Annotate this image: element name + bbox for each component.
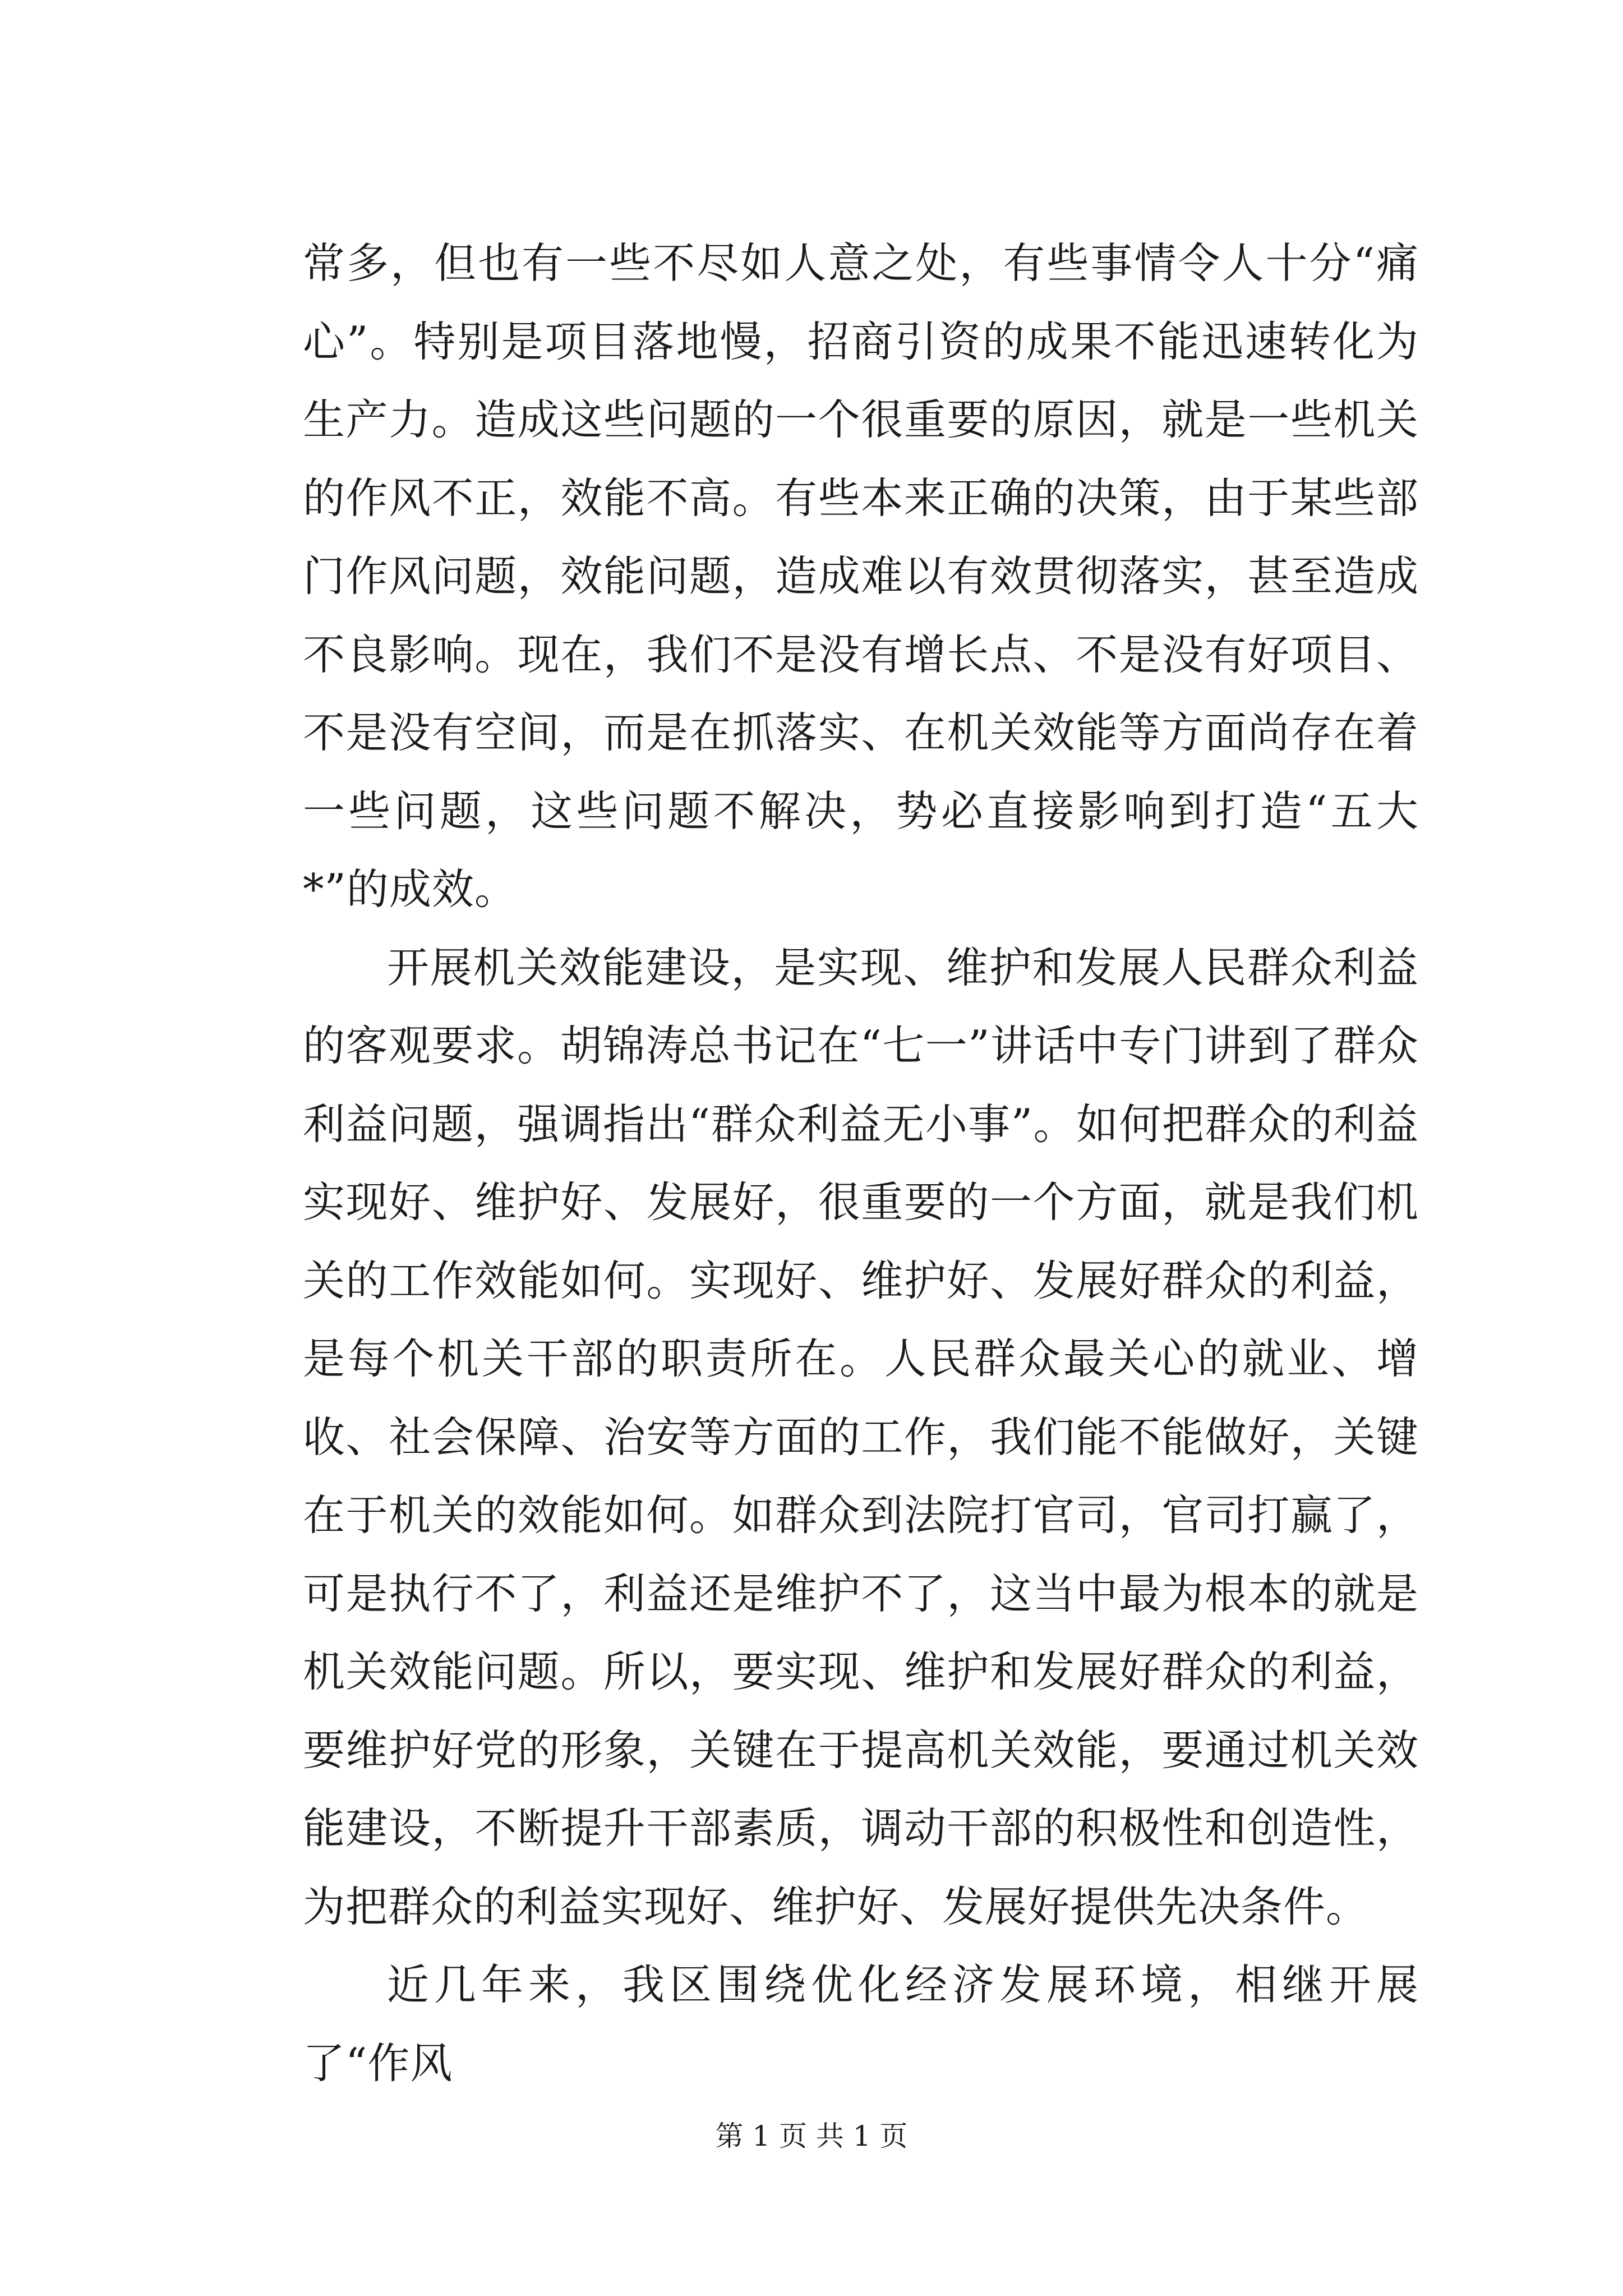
paragraph-3: 近几年来，我区围绕优化经济发展环境，相继开展了“作风 bbox=[303, 1960, 1419, 2088]
paragraph-1: 常多，但也有一些不尽如人意之处，有些事情令人十分“痛心”。特别是项目落地慢，招商引资的成果不能迅速转化为生产力。造成这些问题的一个很重要的原因，就是一些机关的作风不正，效能不高。有些本来正确的决策，由于某些部门作风问题，效能问题，造成难以有效贯彻落实，甚至造成不良影响。现在，我们不是没有增长点、不是没有好项目、不是没有空间，而是在抓落实、在机关效能等方面尚存在着一些问题，这些问题不解决，势必直接影响到打造“五大*”的成效。 bbox=[303, 238, 1419, 914]
page-footer: 第 1 页 共 1 页 bbox=[715, 2120, 908, 2152]
document-body bbox=[303, 224, 1419, 2102]
paragraph-2: 开展机关效能建设，是实现、维护和发展人民群众利益的客观要求。胡锦涛总书记在“七一”讲话中专门讲到了群众利益问题，强调指出“群众利益无小事”。如何把群众的利益实现好、维护好、发展好，很重要的一个方面，就是我们机关的工作效能如何。实现好、维护好、发展好群众的利益，是每个机关干部的职责所在。人民群众最关心的就业、增收、社会保障、治安等方面的工作，我们能不能做好，关键在于机关的效能如何。如群众到法院打官司，官司打赢了，可是执行不了，利益还是维护不了，这当中最为根本的就是机关效能问题。所以，要实现、维护和发展好群众的利益，要维护好党的形象，关键在于提高机关效能，要通过机关效能建设，不断提升干部素质，调动干部的积极性和创造性，为把群众的利益实现好、维护好、发展好提供先决条件。 bbox=[303, 942, 1419, 1931]
